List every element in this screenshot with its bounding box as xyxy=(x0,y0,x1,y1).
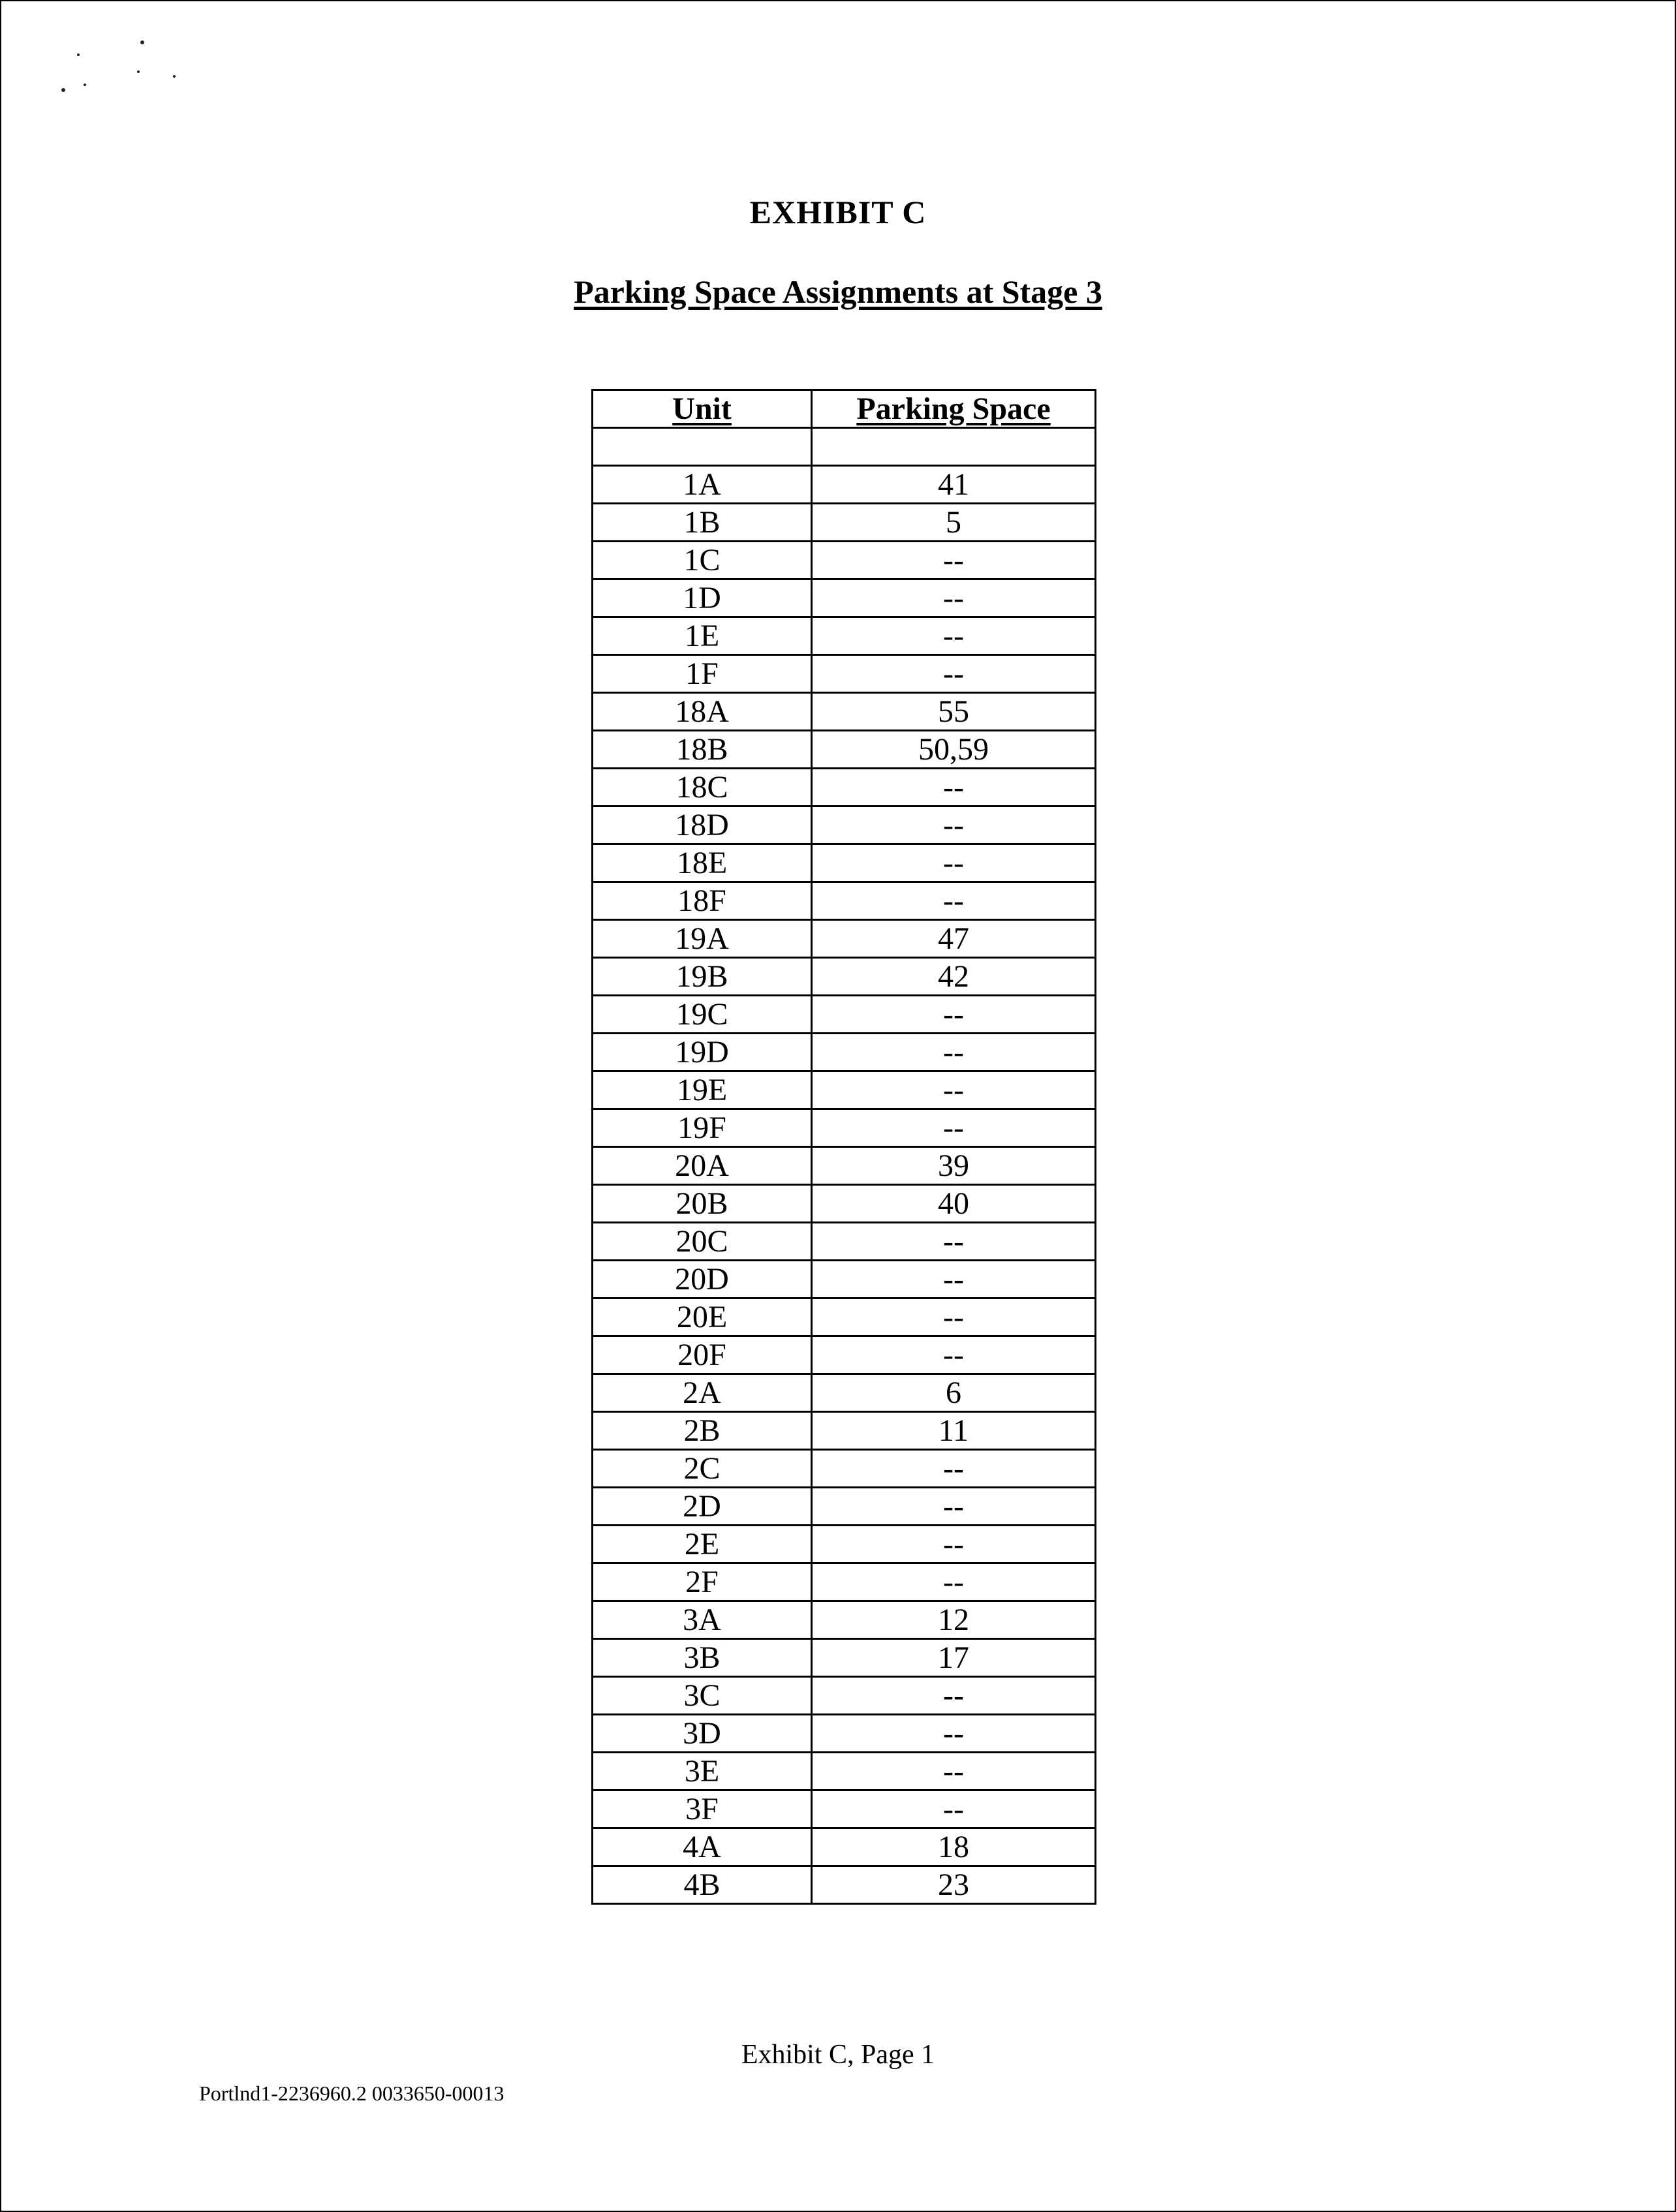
table-row xyxy=(593,1223,1096,1261)
table-row xyxy=(593,1828,1096,1866)
parking-space-cell: 5 xyxy=(812,504,1096,542)
table-row xyxy=(593,579,1096,617)
unit-cell: 20C xyxy=(593,1223,812,1261)
unit-cell xyxy=(593,428,812,466)
parking-space-cell: 50,59 xyxy=(812,731,1096,769)
table-row xyxy=(593,1109,1096,1147)
table-row xyxy=(593,1412,1096,1450)
unit-cell: 3A xyxy=(593,1601,812,1639)
table-row xyxy=(593,655,1096,693)
table-row xyxy=(593,882,1096,920)
unit-cell: 1E xyxy=(593,617,812,655)
table-row xyxy=(593,1866,1096,1904)
unit-cell: 18C xyxy=(593,769,812,806)
table-row xyxy=(593,542,1096,579)
parking-space-cell: 17 xyxy=(812,1639,1096,1677)
unit-cell: 18A xyxy=(593,693,812,731)
unit-cell: 1D xyxy=(593,579,812,617)
unit-cell: 3F xyxy=(593,1790,812,1828)
unit-cell: 1C xyxy=(593,542,812,579)
parking-space-cell: 42 xyxy=(812,958,1096,996)
unit-cell: 19A xyxy=(593,920,812,958)
scan-speck xyxy=(84,84,86,86)
exhibit-title: EXHIBIT C xyxy=(749,194,927,230)
parking-space-cell: -- xyxy=(812,1298,1096,1336)
scan-speck xyxy=(137,70,140,73)
table-row xyxy=(593,1601,1096,1639)
table-row xyxy=(593,1147,1096,1185)
unit-cell: 20A xyxy=(593,1147,812,1185)
scan-speck xyxy=(61,88,65,92)
scan-speck xyxy=(140,40,144,44)
table-row xyxy=(593,1753,1096,1790)
scan-speck xyxy=(173,75,176,78)
unit-cell: 18B xyxy=(593,731,812,769)
unit-cell: 20F xyxy=(593,1336,812,1374)
table-row xyxy=(593,693,1096,731)
scan-speck xyxy=(77,54,80,56)
parking-space-cell: -- xyxy=(812,1753,1096,1790)
table-row xyxy=(593,1715,1096,1753)
parking-space-cell: -- xyxy=(812,1488,1096,1526)
unit-cell: 19C xyxy=(593,996,812,1034)
parking-space-cell: -- xyxy=(812,1677,1096,1715)
parking-space-cell: -- xyxy=(812,1336,1096,1374)
parking-space-cell: -- xyxy=(812,769,1096,806)
parking-space-cell: 18 xyxy=(812,1828,1096,1866)
parking-space-cell: 6 xyxy=(812,1374,1096,1412)
table-row xyxy=(593,1790,1096,1828)
unit-cell: 1B xyxy=(593,504,812,542)
table-row xyxy=(593,1185,1096,1223)
unit-cell: 19F xyxy=(593,1109,812,1147)
unit-cell: 20D xyxy=(593,1261,812,1298)
table-row xyxy=(593,466,1096,504)
unit-cell: 20E xyxy=(593,1298,812,1336)
parking-space-cell: -- xyxy=(812,617,1096,655)
unit-cell: 4B xyxy=(593,1866,812,1904)
parking-space-cell: -- xyxy=(812,996,1096,1034)
table-row xyxy=(593,806,1096,844)
unit-cell: 3C xyxy=(593,1677,812,1715)
parking-space-column-header: Parking Space xyxy=(812,390,1096,428)
unit-cell: 20B xyxy=(593,1185,812,1223)
unit-column-header: Unit xyxy=(593,390,812,428)
table-row xyxy=(593,1298,1096,1336)
table-row xyxy=(593,731,1096,769)
parking-space-cell: -- xyxy=(812,806,1096,844)
table-row xyxy=(593,1374,1096,1412)
document-id: Portlnd1-2236960.2 0033650-00013 xyxy=(199,2081,504,2105)
table-row xyxy=(593,1677,1096,1715)
unit-cell: 3B xyxy=(593,1639,812,1677)
table-row xyxy=(593,1336,1096,1374)
unit-cell: 1A xyxy=(593,466,812,504)
parking-space-cell: 40 xyxy=(812,1185,1096,1223)
parking-space-cell: -- xyxy=(812,1715,1096,1753)
table-row xyxy=(593,1450,1096,1488)
table-row xyxy=(593,769,1096,806)
unit-cell: 19E xyxy=(593,1071,812,1109)
table-row xyxy=(593,844,1096,882)
table-row xyxy=(593,996,1096,1034)
parking-space-cell: -- xyxy=(812,1526,1096,1563)
table-row xyxy=(593,920,1096,958)
parking-space-cell: -- xyxy=(812,844,1096,882)
table-row xyxy=(593,1261,1096,1298)
unit-cell: 2A xyxy=(593,1374,812,1412)
unit-cell: 4A xyxy=(593,1828,812,1866)
table-row xyxy=(593,1526,1096,1563)
unit-cell: 19D xyxy=(593,1034,812,1071)
parking-space-cell: -- xyxy=(812,1109,1096,1147)
unit-cell: 2B xyxy=(593,1412,812,1450)
parking-space-cell: 12 xyxy=(812,1601,1096,1639)
table-header-row xyxy=(593,390,1096,428)
parking-space-cell: -- xyxy=(812,579,1096,617)
unit-cell: 2C xyxy=(593,1450,812,1488)
unit-cell: 19B xyxy=(593,958,812,996)
table-row xyxy=(593,1488,1096,1526)
parking-space-cell xyxy=(812,428,1096,466)
table-row xyxy=(593,617,1096,655)
parking-space-cell: 47 xyxy=(812,920,1096,958)
parking-space-cell: -- xyxy=(812,882,1096,920)
unit-cell: 18F xyxy=(593,882,812,920)
table-row xyxy=(593,958,1096,996)
unit-cell: 18E xyxy=(593,844,812,882)
exhibit-subtitle: Parking Space Assignments at Stage 3 xyxy=(574,273,1102,310)
parking-space-cell: -- xyxy=(812,1223,1096,1261)
table-row xyxy=(593,1034,1096,1071)
table-row xyxy=(593,504,1096,542)
parking-space-cell: 23 xyxy=(812,1866,1096,1904)
unit-cell: 3E xyxy=(593,1753,812,1790)
parking-space-cell: -- xyxy=(812,1450,1096,1488)
unit-cell: 2D xyxy=(593,1488,812,1526)
table-row xyxy=(593,428,1096,466)
parking-space-cell: -- xyxy=(812,1261,1096,1298)
table-row xyxy=(593,1563,1096,1601)
parking-space-cell: -- xyxy=(812,542,1096,579)
unit-cell: 2E xyxy=(593,1526,812,1563)
parking-space-cell: 11 xyxy=(812,1412,1096,1450)
unit-cell: 1F xyxy=(593,655,812,693)
unit-cell: 3D xyxy=(593,1715,812,1753)
parking-assignments-table xyxy=(591,389,1096,1905)
parking-space-cell: -- xyxy=(812,1790,1096,1828)
parking-space-cell: 41 xyxy=(812,466,1096,504)
parking-space-cell: 55 xyxy=(812,693,1096,731)
parking-space-cell: -- xyxy=(812,1563,1096,1601)
unit-cell: 18D xyxy=(593,806,812,844)
parking-space-cell: 39 xyxy=(812,1147,1096,1185)
parking-space-cell: -- xyxy=(812,1034,1096,1071)
page-footer: Exhibit C, Page 1 xyxy=(741,2040,935,2070)
parking-space-cell: -- xyxy=(812,1071,1096,1109)
unit-cell: 2F xyxy=(593,1563,812,1601)
parking-space-cell: -- xyxy=(812,655,1096,693)
table-row xyxy=(593,1071,1096,1109)
table-row xyxy=(593,1639,1096,1677)
